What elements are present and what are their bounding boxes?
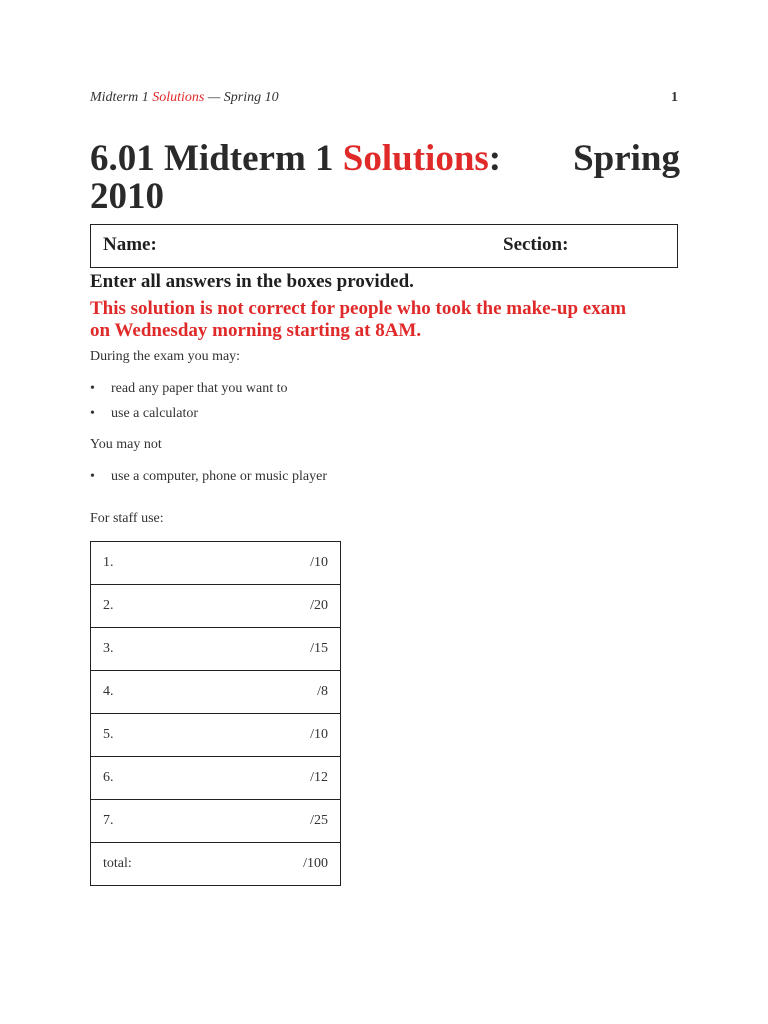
- max-points: /20: [220, 585, 340, 628]
- title-prefix: 6.01 Midterm 1: [90, 138, 343, 179]
- question-number: 4.: [91, 671, 221, 714]
- section-label: Section:: [503, 234, 569, 255]
- table-row-total: [91, 843, 341, 886]
- score-table: [90, 541, 341, 886]
- question-number: 6.: [91, 757, 221, 800]
- question-number: 5.: [91, 714, 221, 757]
- page-number: 1: [671, 90, 678, 105]
- warning-line-2: on Wednesday morning starting at 8AM.: [90, 320, 422, 341]
- header-solutions-word: Solutions: [152, 90, 205, 105]
- table-row: [91, 671, 341, 714]
- title-colon: :: [488, 138, 502, 179]
- total-label: total:: [91, 843, 221, 886]
- title-term: Spring: [573, 138, 680, 179]
- max-points: /10: [220, 542, 340, 585]
- max-points: /12: [220, 757, 340, 800]
- table-row: [91, 714, 341, 757]
- name-section-box: [90, 224, 678, 268]
- max-points: /8: [220, 671, 340, 714]
- may-not-item-text: use a computer, phone or music player: [111, 469, 327, 484]
- table-row: [91, 585, 341, 628]
- max-points: /15: [220, 628, 340, 671]
- title-year: 2010: [90, 176, 164, 217]
- staff-use-label: For staff use:: [90, 511, 164, 526]
- question-number: 7.: [91, 800, 221, 843]
- may-item-text: read any paper that you want to: [111, 381, 288, 396]
- table-row: [91, 757, 341, 800]
- question-number: 3.: [91, 628, 221, 671]
- may-item-text: use a calculator: [111, 406, 199, 421]
- max-points: /10: [220, 714, 340, 757]
- max-points: /25: [220, 800, 340, 843]
- bullet-icon: •: [90, 406, 95, 421]
- bullet-icon: •: [90, 469, 95, 484]
- table-row: [91, 542, 341, 585]
- may-not-intro: You may not: [90, 437, 162, 452]
- page-title: [90, 140, 680, 216]
- may-intro: During the exam you may:: [90, 349, 241, 364]
- warning-line-1: This solution is not correct for people who took the make-up exam: [90, 298, 627, 319]
- title-solutions-word: Solutions: [342, 138, 489, 179]
- header-course-prefix: Midterm 1: [90, 90, 153, 105]
- enter-answers-instruction: Enter all answers in the boxes provided.: [90, 271, 414, 292]
- solution-warning: [90, 298, 685, 342]
- table-row: [91, 628, 341, 671]
- question-number: 1.: [91, 542, 221, 585]
- question-number: 2.: [91, 585, 221, 628]
- bullet-icon: •: [90, 381, 95, 396]
- total-max-points: /100: [220, 843, 340, 886]
- table-row: [91, 800, 341, 843]
- running-header: [90, 90, 678, 110]
- header-course-suffix: — Spring 10: [204, 90, 279, 105]
- name-label: Name:: [103, 234, 157, 255]
